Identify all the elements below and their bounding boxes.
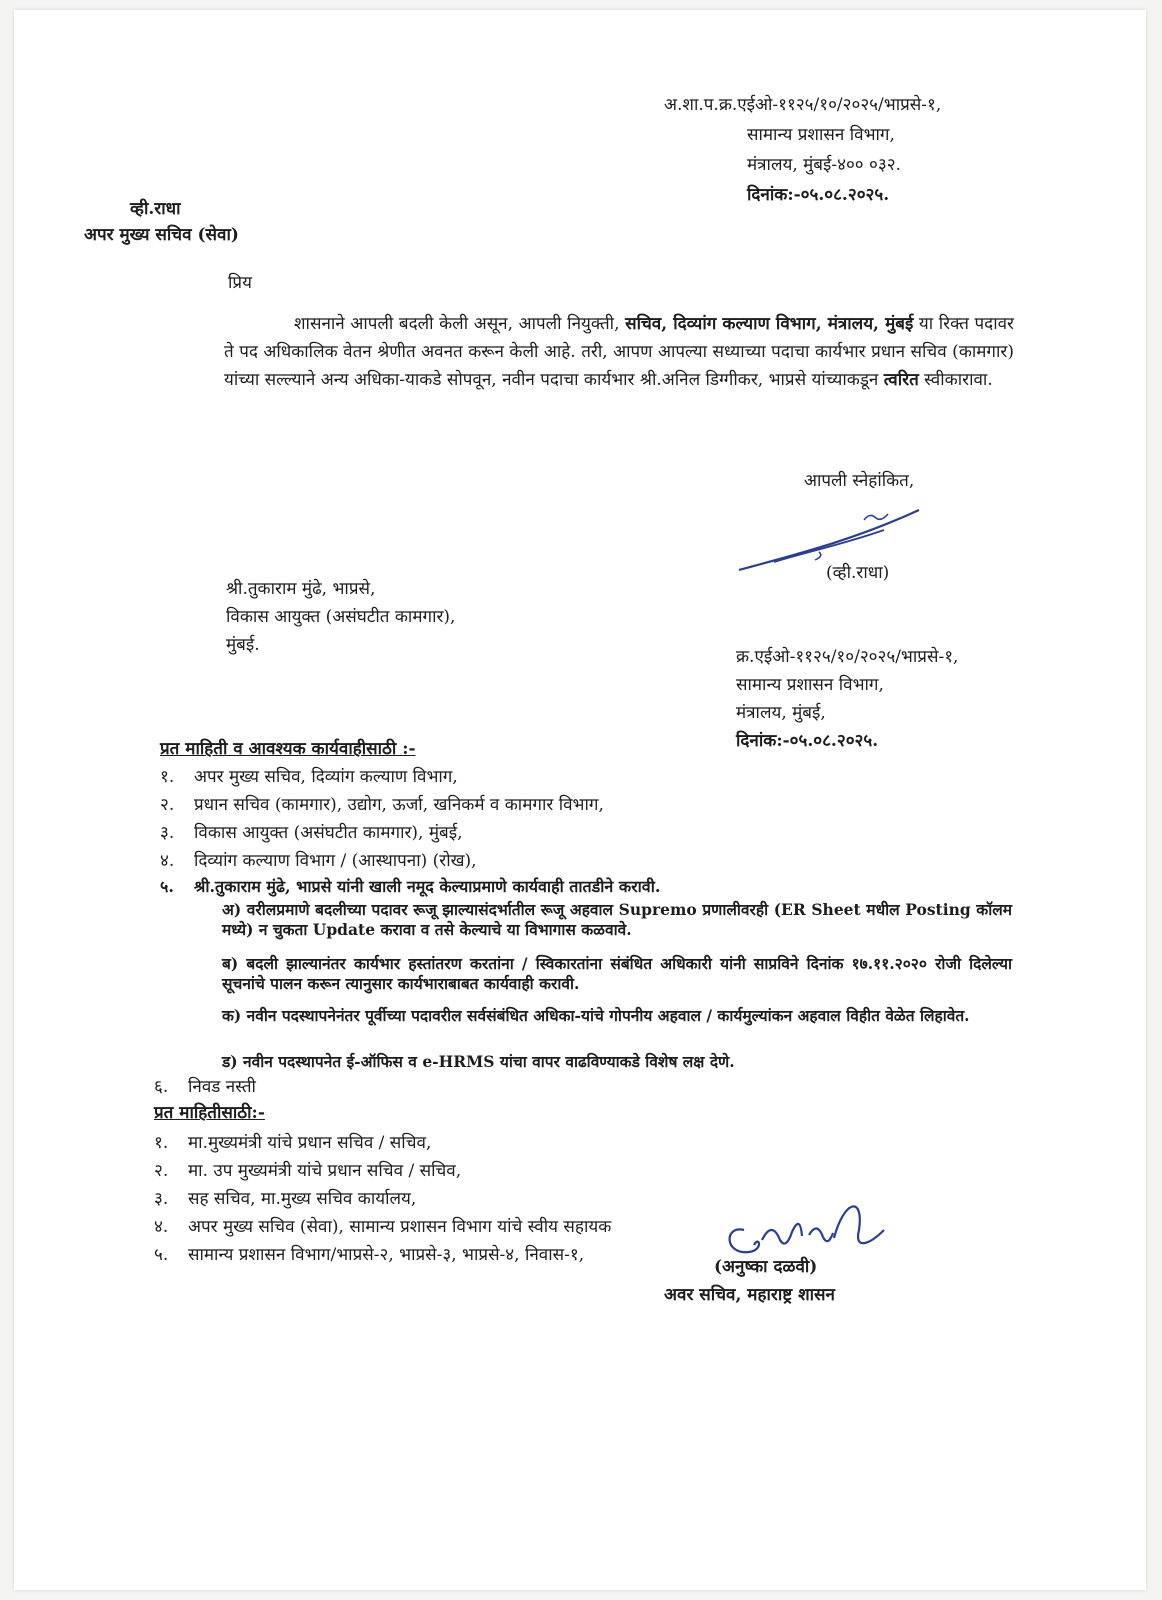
salutation: प्रिय: [228, 273, 252, 293]
list-item: १. अपर मुख्य सचिव, दिव्यांग कल्याण विभाग,: [160, 767, 458, 787]
sub-item-c: क) नवीन पदस्थापनेनंतर पूर्वीच्या पदावरील सर्वसंबंधित अधिका-यांचे गोपनीय अहवाल / कार्यमुल्यांकन अहवाल विहीत वेळेत लिहावेत.: [222, 1006, 970, 1025]
closing-regards: आपली स्नेहांकित,: [804, 471, 915, 491]
addressee-designation: विकास आयुक्त (असंघटीत कामगार),: [226, 607, 456, 627]
footer-signatory-designation: अवर सचिव, महाराष्ट्र शासन: [664, 1285, 835, 1305]
list-item: ३. सह सचिव, मा.मुख्य सचिव कार्यालय,: [154, 1189, 417, 1209]
second-ref-department: सामान्य प्रशासन विभाग,: [736, 675, 884, 695]
list-item: २. मा. उप मुख्यमंत्री यांचे प्रधान सचिव / सचिव,: [154, 1161, 462, 1181]
copy-info-heading: प्रत माहितीसाठी:-: [154, 1103, 265, 1123]
date: दिनांक:-०५.०८.२०२५.: [747, 185, 890, 205]
letter-page: [14, 10, 1146, 1590]
list-item: २. प्रधान सचिव (कामगार), उद्योग, ऊर्जा, खनिकर्म व कामगार विभाग,: [160, 795, 604, 815]
copy-action-heading: प्रत माहिती व आवश्यक कार्यवाहीसाठी :-: [160, 739, 416, 759]
sub-item-d: ड) नवीन पदस्थापनेत ई-ऑफिस व e-HRMS यांचा वापर वाढविण्याकडे विशेष लक्ष देणे.: [222, 1052, 735, 1071]
sender-name: व्ही.राधा: [130, 199, 181, 219]
second-ref-number: क्र.एईओ-११२५/१०/२०२५/भाप्रसे-१,: [736, 647, 959, 667]
department: सामान्य प्रशासन विभाग,: [747, 125, 895, 145]
list-item: ६. निवड नस्ती: [154, 1077, 256, 1097]
sub-item-b: ब) बदली झाल्यानंतर कार्यभार हस्तांतरण करतांना / स्विकारतांना संबंधित अधिकारी यांनी साप्रविने दिनांक १७.११.२०२० रोजी दिलेल्या सूचनांचे पालन करून त्यानुसार कार्यभाराबाबत कार्यवाही करावी.: [222, 954, 1012, 993]
second-ref-address: मंत्रालय, मुंबई,: [736, 703, 826, 723]
list-item: १. मा.मुख्यमंत्री यांचे प्रधान सचिव / सचिव,: [154, 1133, 432, 1153]
second-ref-date: दिनांक:-०५.०८.२०२५.: [736, 731, 879, 751]
body-paragraph: शासनाने आपली बदली केली असून, आपली नियुक्ती, सचिव, दिव्यांग कल्याण विभाग, मंत्रालय, मुंबई या रिक्त पदावर ते पद अधिकालिक वेतन श्रेणीत अवनत करून केली आहे. तरी, आपण आपल्या सध्याच्या पदाचा कार्यभार प्रधान सचिव (कामगार) यांच्या सल्ल्याने अन्य अधिका-याकडे सोपवून, नवीन पदाचा कार्यभार श्री.अनिल डिग्गीकर, भाप्रसे यांच्याकडून त्वरित स्वीकारावा.: [224, 314, 1015, 390]
list-item: ४. दिव्यांग कल्याण विभाग / (आस्थापना) (रोख),: [160, 851, 477, 871]
list-item: ५. सामान्य प्रशासन विभाग/भाप्रसे-२, भाप्रसे-३, भाप्रसे-४, निवास-१,: [154, 1245, 585, 1265]
address: मंत्रालय, मुंबई-४०० ०३२.: [747, 155, 901, 175]
addressee-name: श्री.तुकाराम मुंढे, भाप्रसे,: [226, 579, 376, 599]
signatory-name: (व्ही.राधा): [826, 563, 890, 583]
list-item: ३. विकास आयुक्त (असंघटीत कामगार), मुंबई,: [160, 823, 463, 843]
addressee-city: मुंबई.: [226, 635, 260, 655]
list-item: ५. श्री.तुकाराम मुंढे, भाप्रसे यांनी खाली नमूद केल्याप्रमाणे कार्यवाही तातडीने करावी.: [160, 877, 661, 896]
footer-signatory-name: (अनुष्का दळवी): [714, 1257, 818, 1277]
ref-number: अ.शा.प.क्र.एईओ-११२५/१०/२०२५/भाप्रसे-१,: [664, 95, 942, 115]
sender-designation: अपर मुख्य सचिव (सेवा): [84, 225, 239, 245]
sub-item-a: अ) वरीलप्रमाणे बदलीच्या पदावर रूजू झाल्यासंदर्भातील रूजू अहवाल Supremo प्रणालीवरही (ER Sheet मधील Posting कॉलम मध्ये) न चुकता Update करावा व तसे केल्याचे या विभागास कळवावे.: [222, 900, 1012, 939]
list-item: ४. अपर मुख्य सचिव (सेवा), सामान्य प्रशासन विभाग यांचे स्वीय सहायक: [154, 1217, 612, 1237]
